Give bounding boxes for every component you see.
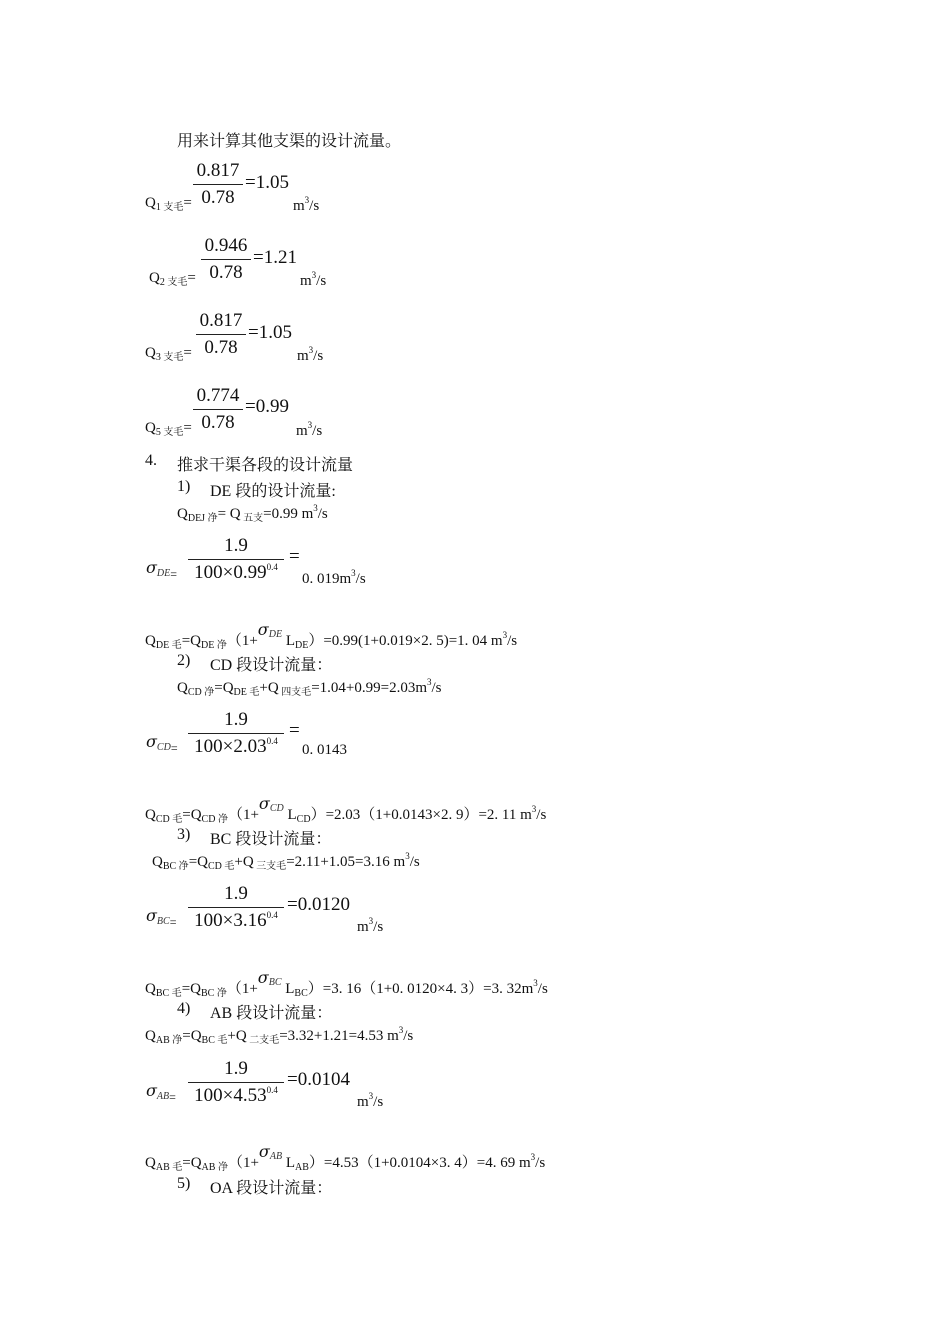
q1-numerator: 0.817 [196, 160, 240, 181]
cd-sigma-result: 0. 0143 [302, 742, 347, 758]
q5-label: $Q_{5 支毛}=$ [145, 420, 192, 438]
cd-sigma-numerator: 1.9 [224, 709, 248, 730]
q3-fraction [196, 310, 246, 359]
q1-label: $Q_{1 支毛}=$ [145, 195, 192, 213]
de-sigma-fraction [188, 535, 284, 584]
oa-heading: OA 段设计流量： [210, 1180, 333, 1197]
bc-sigma-fraction [188, 883, 284, 932]
ab-sigma-denominator: $100\times 4.53^{0.4}$ [194, 1085, 278, 1106]
cd-sigma-equals: = [289, 720, 300, 741]
cd-sigma-denominator: $100\times 2.03^{0.4}$ [194, 736, 278, 757]
bc-sigma-unit: $m^3/s$ [357, 916, 384, 935]
q1-result: =1.05 [245, 172, 289, 193]
ab-sigma-numerator: 1.9 [224, 1058, 248, 1079]
q5-denominator: 0.78 [201, 412, 235, 433]
q1-unit: $m^3/s$ [293, 195, 320, 214]
q5-unit: $m^3/s$ [296, 420, 323, 439]
q3-denominator: 0.78 [204, 337, 238, 358]
section-4-number: 4. [145, 452, 157, 469]
de-sigma-equals: = [289, 546, 300, 567]
q1-fraction [193, 160, 243, 209]
cd-sigma: σCD$_=$ [146, 732, 178, 755]
de-gross-flow: $Q_{DE 毛}=Q_{DE 净}(1+\sigma^{DE}$ $L_{DE})=0.99(1+0.019\times 2$. 5)=1. 04 $m^3/s$ [145, 620, 518, 651]
oa-heading-number: 5) [177, 1175, 191, 1192]
bc-sigma: σBC$_=$ [146, 906, 177, 929]
ab-sigma-unit: $m^3/s$ [357, 1091, 384, 1110]
q2-fraction [201, 235, 251, 284]
q5-numerator: 0.774 [196, 385, 240, 406]
q3-label: $Q_{3 支毛}=$ [145, 345, 192, 363]
q2-denominator: 0.78 [209, 262, 243, 283]
section-4-title: 推求干渠各段的设计流量 [177, 457, 354, 474]
bc-heading: BC 段设计流量： [210, 831, 332, 848]
q2-result: =1.21 [253, 247, 297, 268]
cd-heading: CD 段设计流量： [210, 657, 333, 674]
q5-result: =0.99 [245, 396, 289, 417]
q1-denominator: 0.78 [201, 187, 235, 208]
cd-net-flow: $Q_{CD 净}=Q_{DE 毛}+Q$ $_{四支毛}=1.04+0.99=2.03m^3/s$ [177, 677, 442, 698]
intro-text: 用来计算其他支渠的设计流量。 [177, 133, 402, 150]
q5-fraction [193, 385, 243, 434]
de-sigma-result: 0. $019m^3/s$ [302, 568, 366, 587]
bc-gross-flow: $Q_{BC 毛}=Q_{BC 净}(1+\sigma^{BC}$ $L_{BC})=3$. 16（1+0. 0120×4. 3）=3. $32m^3/s$ [145, 968, 548, 999]
de-net-flow: $Q_{DEJ 净}= Q$ $_{五支}$=0.99 $m^3/s$ [177, 503, 328, 524]
q3-result: =1.05 [248, 322, 292, 343]
ab-heading: AB 段设计流量： [210, 1005, 333, 1022]
de-heading-number: 1) [177, 478, 191, 495]
q3-numerator: 0.817 [199, 310, 243, 331]
de-sigma: σDE$_=$ [146, 558, 178, 581]
bc-net-flow: $Q_{BC 净}=Q_{CD 毛}+Q$ $_{三支毛}$=2.11+1.05=3.16 $m^3/s$ [152, 851, 420, 872]
cd-heading-number: 2) [177, 652, 191, 669]
ab-gross-flow: $Q_{AB 毛}=Q_{AB 净}(1+\sigma^{AB}$ $L_{AB})=4.53(1+0.0104\times 3$. 4）=4. 69 $m^3/s$ [145, 1142, 546, 1173]
q2-unit: $m^3/s$ [300, 270, 327, 289]
bc-sigma-result: =0.0120 [287, 894, 350, 915]
q2-label: $Q_{2 支毛}=$ [149, 270, 196, 288]
de-heading: DE 段的设计流量: [210, 483, 336, 500]
ab-heading-number: 4) [177, 1000, 191, 1017]
bc-sigma-denominator: $100\times 3.16^{0.4}$ [194, 910, 278, 931]
bc-sigma-numerator: 1.9 [224, 883, 248, 904]
de-sigma-numerator: 1.9 [224, 535, 248, 556]
ab-sigma-fraction [188, 1058, 284, 1107]
cd-gross-flow: $Q_{CD 毛}=Q_{CD 净}(1+\sigma^{CD}$ $L_{CD})=2.03(1+0.0143\times 2$. 9）=2. 11 $m^3/s$ [145, 794, 547, 825]
cd-sigma-fraction [188, 709, 284, 758]
q3-unit: $m^3/s$ [297, 345, 324, 364]
ab-sigma: σAB$_=$ [146, 1081, 176, 1104]
bc-heading-number: 3) [177, 826, 191, 843]
q2-numerator: 0.946 [204, 235, 248, 256]
ab-sigma-result: =0.0104 [287, 1069, 350, 1090]
de-sigma-denominator: $100\times 0.99^{0.4}$ [194, 562, 278, 583]
ab-net-flow: $Q_{AB 净}=Q_{BC 毛}+Q$ $_{二支毛}$=3.32+1.21=4.53 $m^3/s$ [145, 1025, 414, 1046]
